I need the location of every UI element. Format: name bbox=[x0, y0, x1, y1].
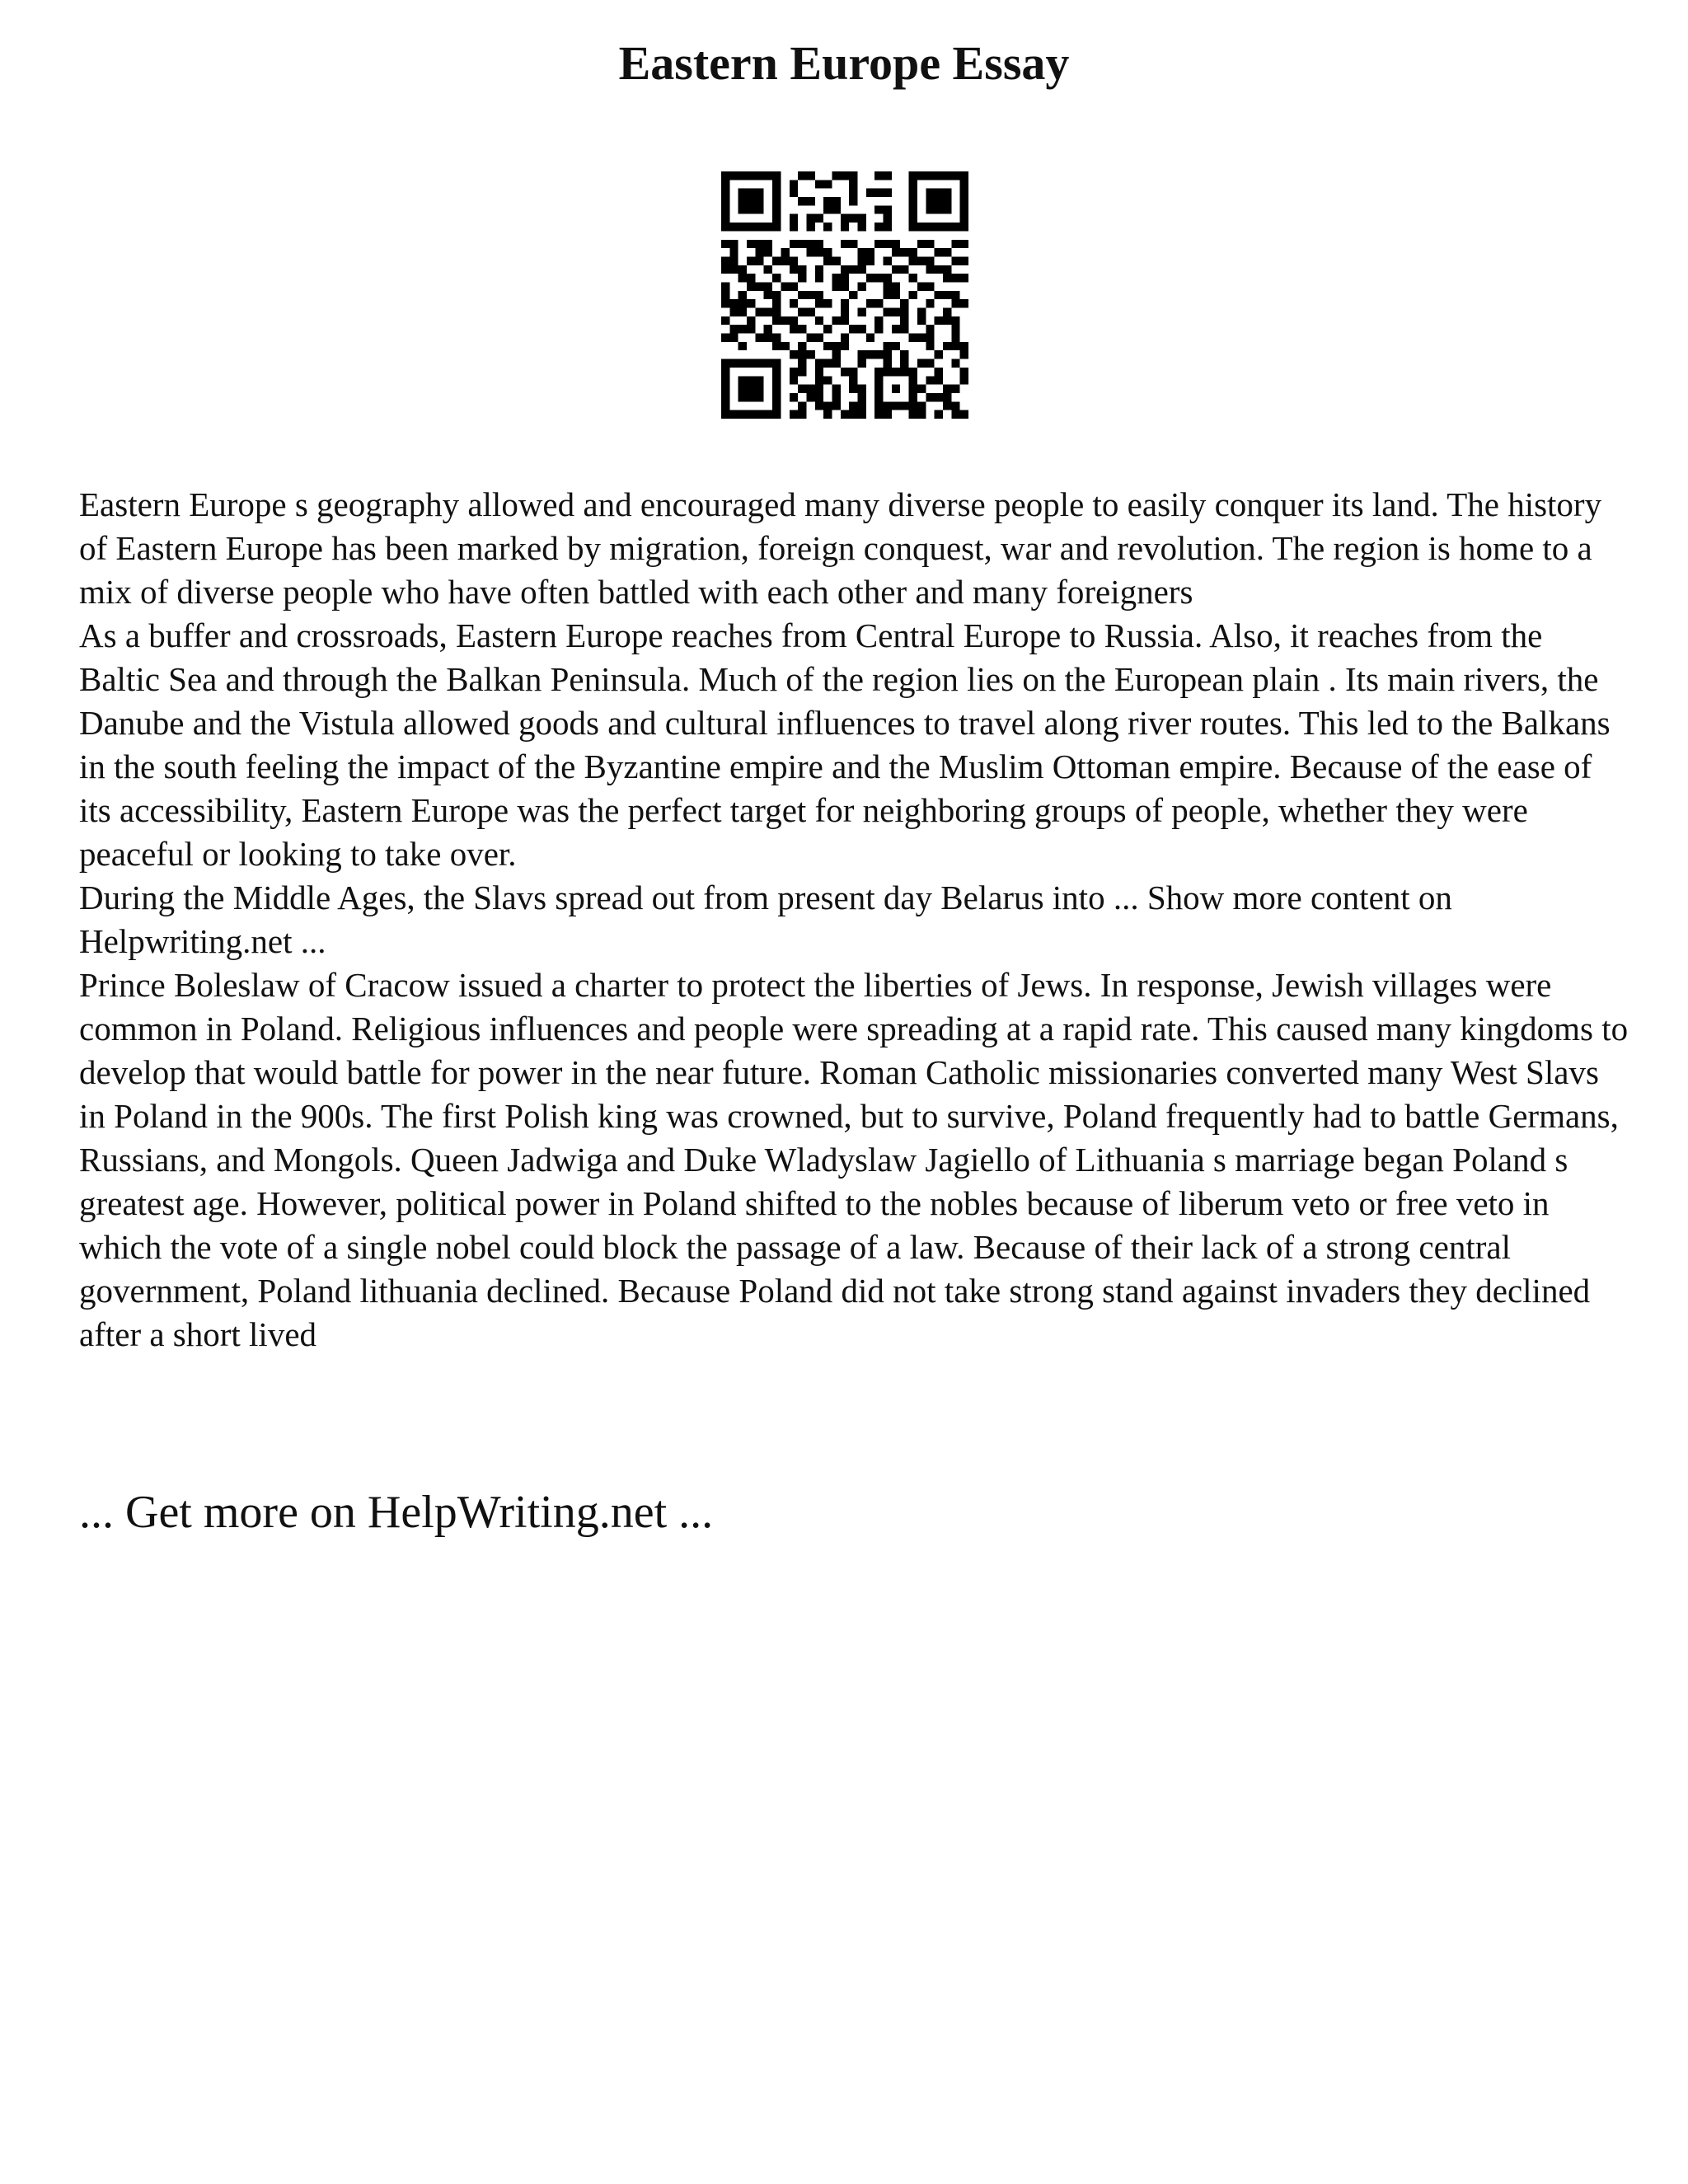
essay-paragraph-3: During the Middle Ages, the Slavs spread out from present day Belarus into ... Show more content on Helpwriting.net ... bbox=[79, 879, 1452, 960]
page-title: Eastern Europe Essay bbox=[618, 36, 1070, 90]
essay-body bbox=[79, 483, 1629, 1357]
essay-paragraph-4: Prince Boleslaw of Cracow issued a charter to protect the liberties of Jews. In response, Jewish villages were common in Poland. Religious influences and people were spreading at a rapid rate. This caused many kingdoms to develop that would battle for power in the near future. Roman Catholic missionaries converted many West Slavs in Poland in the 900s. The first Polish king was crowned, but to survive, Poland frequently had to battle Germans, Russians, and Mongols. Queen Jadwiga and Duke Wladyslaw Jagiello of Lithuania s marriage began Poland s greatest age. However, political power in Poland shifted to the nobles because of liberum veto or free veto in which the vote of a single nobel could block the passage of a law. Because of their lack of a strong central government, Poland lithuania declined. Because Poland did not take strong stand against invaders they declined after a short lived bbox=[79, 966, 1629, 1353]
essay-paragraph-2: As a buffer and crossroads, Eastern Europe reaches from Central Europe to Russia. Also, it reaches from the Baltic Sea and through the Balkan Peninsula. Much of the region lies on the European plain . Its main rivers, the Danube and the Vistula allowed goods and cultural influences to travel along river routes. This led to the Balkans in the south feeling the impact of the Byzantine empire and the Muslim Ottoman empire. Because of the ease of its accessibility, Eastern Europe was the perfect target for neighboring groups of people, whether they were peaceful or looking to take over. bbox=[79, 616, 1611, 873]
essay-paragraph-1: Eastern Europe s geography allowed and encouraged many diverse people to easily conquer its land. The history of Eastern Europe has been marked by migration, foreign conquest, war and revolution. The region is home to a mix of diverse people who have often battled with each other and many foreigners bbox=[79, 485, 1602, 611]
get-more-link[interactable]: ... Get more on HelpWriting.net ... bbox=[79, 1487, 714, 1538]
qr-code-icon bbox=[721, 171, 968, 419]
